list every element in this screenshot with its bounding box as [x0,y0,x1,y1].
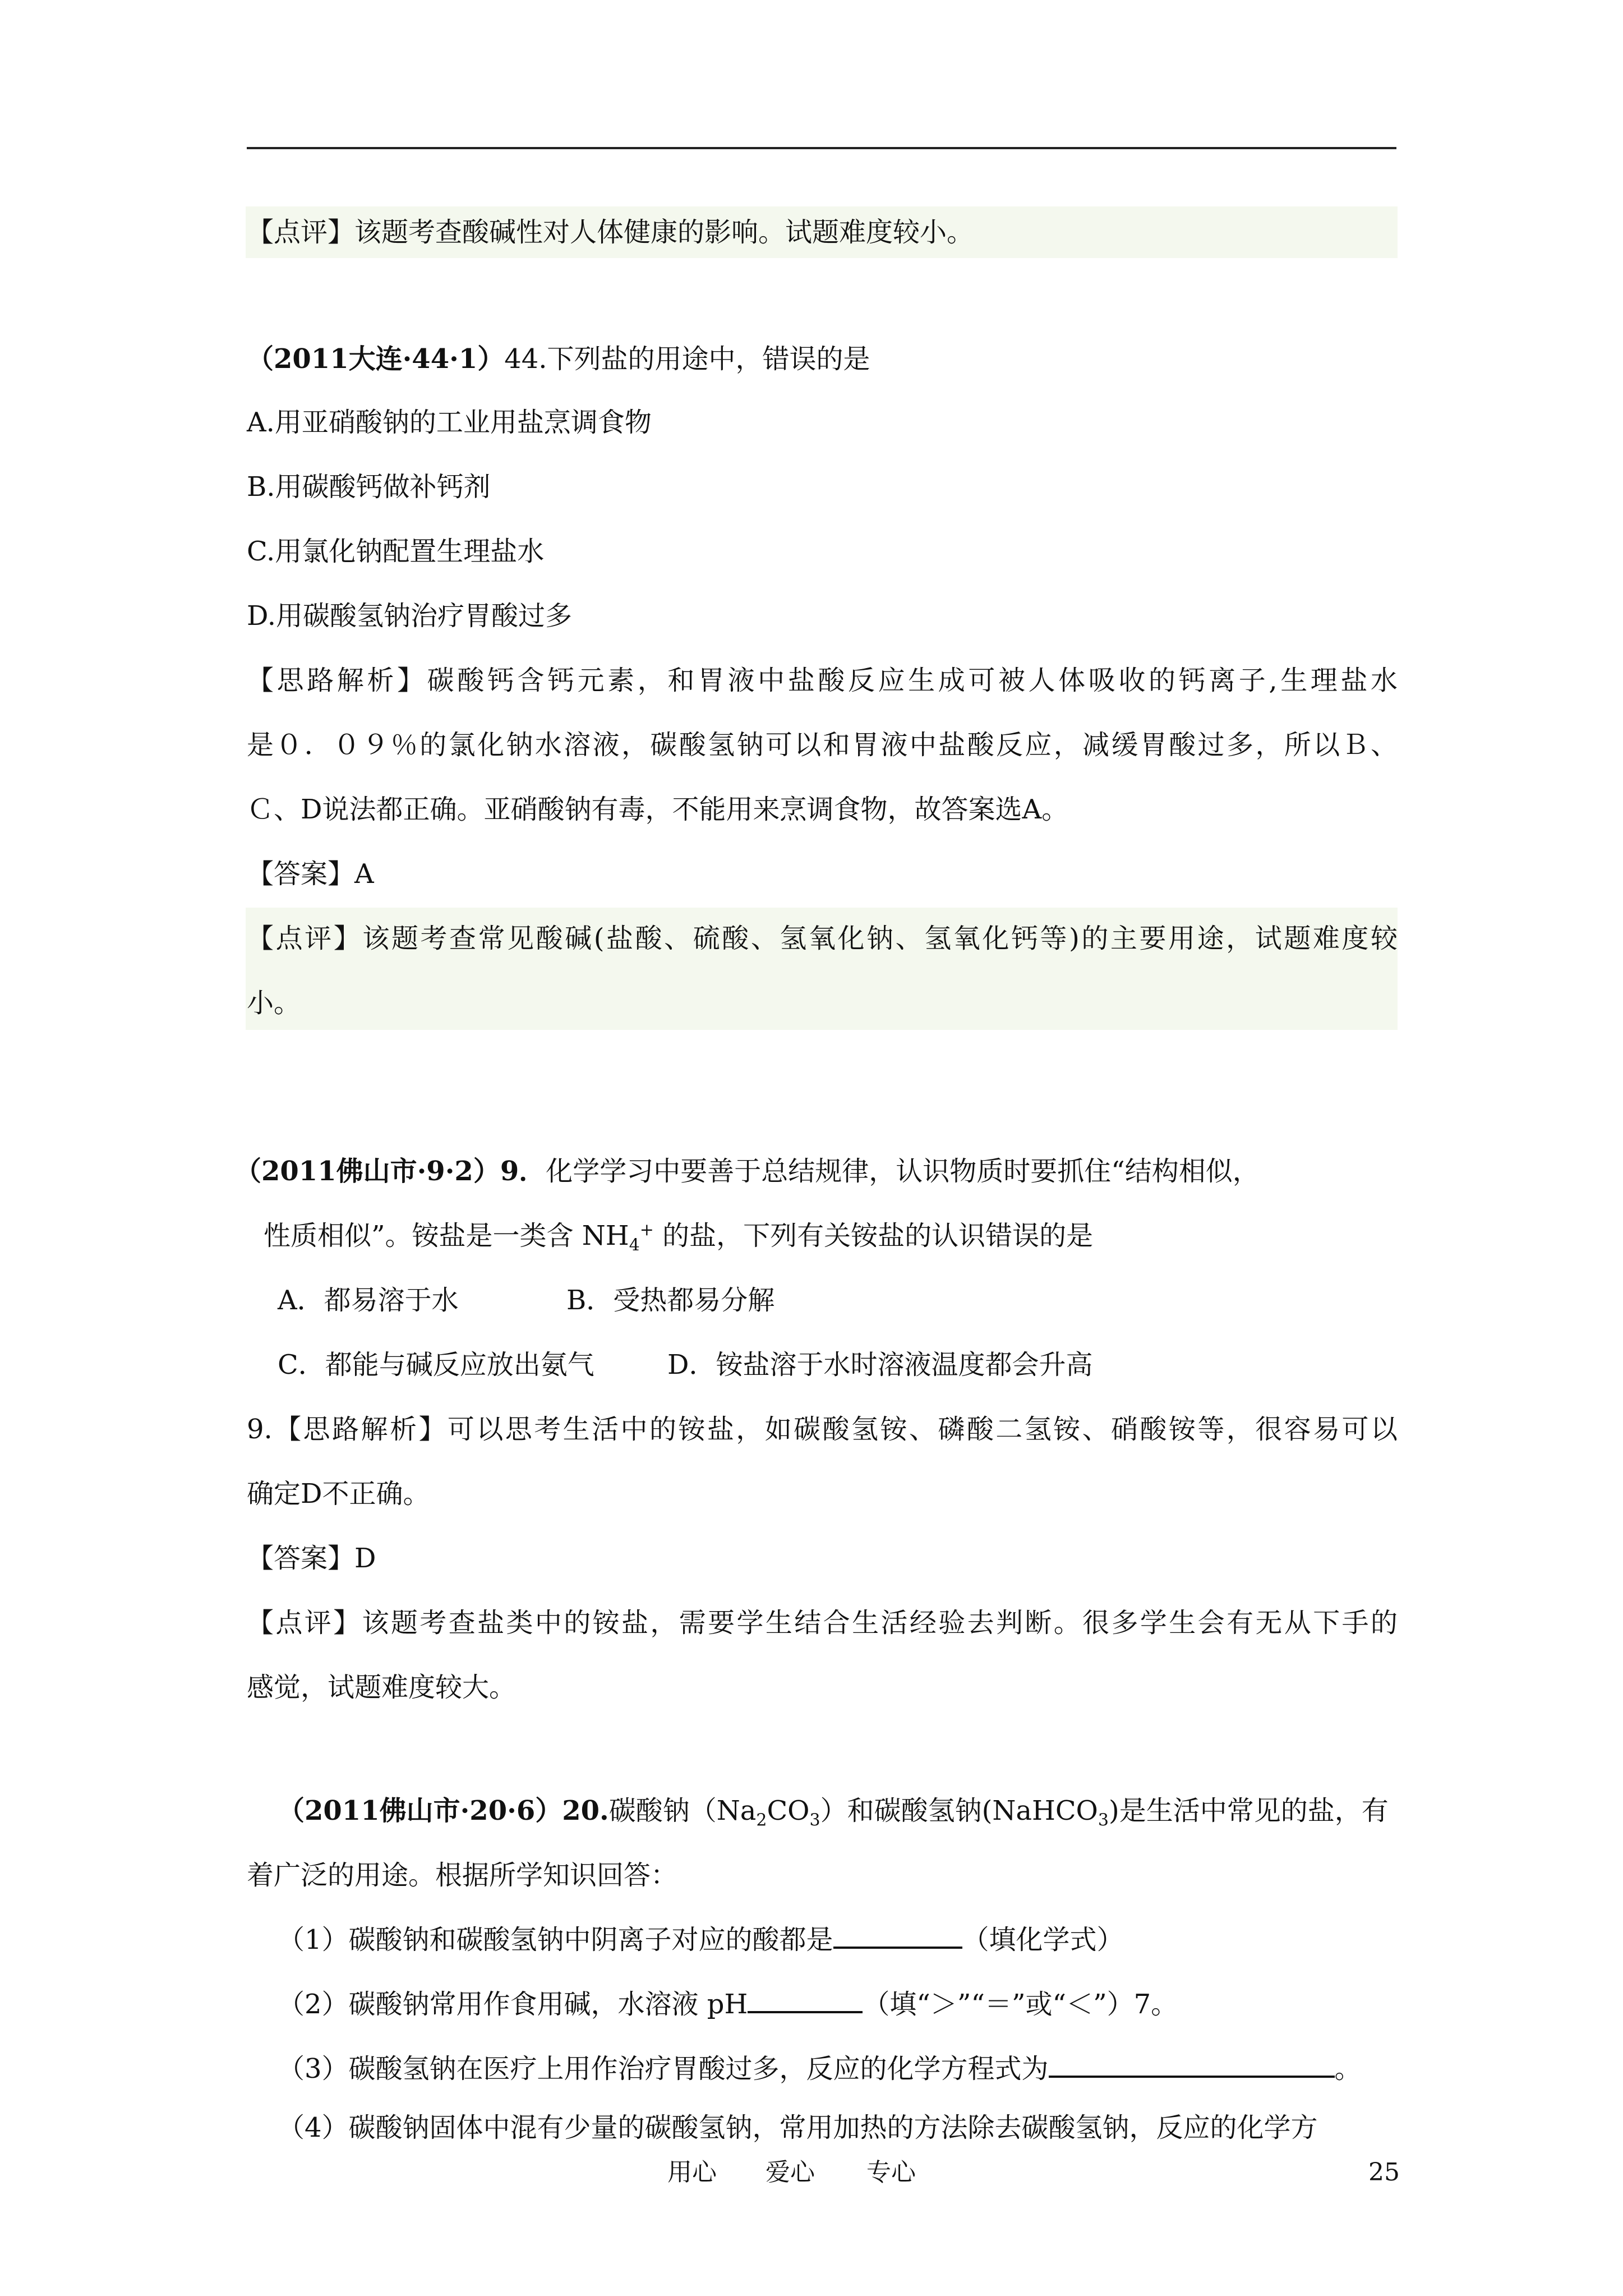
question-source: （2011佛山市·20·6）20. [278,1795,609,1826]
answer-blank[interactable] [748,2005,863,2013]
option-a: A.用亚硝酸钠的工业用盐烹调食物 [247,407,652,438]
review-text: 感觉，试题难度较大。 [247,1672,517,1703]
question-9-stem-cont: 性质相似”。铵盐是一类含 $NH_4^+$ 的盐，下列有关铵盐的认识错误的是 [264,1220,1094,1255]
option-c: C．都能与碱反应放出氨气 [278,1349,594,1381]
sub-question-1: （1）碳酸钠和碳酸氢钠中阴离子对应的酸都是 （填化学式） [278,1924,1124,1955]
sub-question-2: （2）碳酸钠常用作食用碱，水溶液 pH （填“＞”“＝”或“＜”）7。 [278,1989,1178,2020]
analysis-line: 是０．０９％的氯化钠水溶液，碳酸氢钠可以和胃液中盐酸反应，减缓胃酸过多，所以Ｂ、 [247,729,1398,761]
question-source: （2011佛山市·9·2）9． [234,1156,546,1187]
option-d: D.用碳酸氢钠治疗胃酸过多 [247,600,573,632]
question-20-stem-cont: 着广泛的用途。根据所学知识回答： [247,1860,678,1891]
review-text: 【点评】该题考查盐类中的铵盐，需要学生结合生活经验去判断。很多学生会有无从下手的 [247,1607,1398,1639]
analysis-line: 9.【思路解析】可以思考生活中的铵盐，如碳酸氢铵、磷酸二氢铵、硝酸铵等，很容易可以 [247,1414,1398,1445]
option-a: A．都易溶于水 [278,1285,459,1316]
question-9-stem: （2011佛山市·9·2）9．化学学习中要善于总结规律，认识物质时要抓住“结构相似， [234,1156,1260,1187]
review-text: 【点评】该题考查酸碱性对人体健康的影响。试题难度较小。 [247,217,974,248]
sub-question-3: （3）碳酸氢钠在医疗上用作治疗胃酸过多，反应的化学方程式为 。 [278,2053,1362,2085]
option-b: B．受热都易分解 [566,1285,775,1316]
footer-motto-2: 爱心 [766,2158,815,2187]
answer: 【答案】D [247,1543,376,1574]
review-text: 小。 [247,987,301,1019]
question-20-stem: （2011佛山市·20·6）20.碳酸钠$(Na_2CO_3)$和碳酸氢钠(NaHCO$_3$)是生活中常见的盐，有 [278,1795,1389,1830]
header-rule [247,147,1396,149]
option-d: D．铵盐溶于水时溶液温度都会升高 [667,1349,1093,1381]
answer-blank[interactable] [833,1941,962,1949]
footer-motto-1: 用心 [667,2158,717,2187]
sub-question-4: （4）碳酸钠固体中混有少量的碳酸氢钠，常用加热的方法除去碳酸氢钠，反应的化学方 [278,2112,1318,2143]
answer-blank[interactable] [1049,2070,1335,2078]
question-text: 44.下列盐的用途中，错误的是 [504,343,870,375]
analysis-line: 【思路解析】碳酸钙含钙元素，和胃液中盐酸反应生成可被人体吸收的钙离子,生理盐水 [247,665,1398,696]
page-number: 25 [1368,2158,1400,2187]
answer: 【答案】A [247,858,374,890]
analysis-line: Ｃ、D说法都正确。亚硝酸钠有毒，不能用来烹调食物，故答案选A。 [247,794,1069,825]
footer-motto-3: 专心 [866,2158,916,2187]
analysis-line: 确定D不正确。 [247,1478,430,1510]
question-source: （2011大连·44·1） [247,343,505,375]
question-44-stem [247,342,870,376]
review-text: 【点评】该题考查常见酸碱(盐酸、硫酸、氢氧化钠、氢氧化钙等)的主要用途，试题难度较 [247,923,1398,954]
option-c: C.用氯化钠配置生理盐水 [247,536,545,567]
option-b: B.用碳酸钙做补钙剂 [247,471,491,503]
